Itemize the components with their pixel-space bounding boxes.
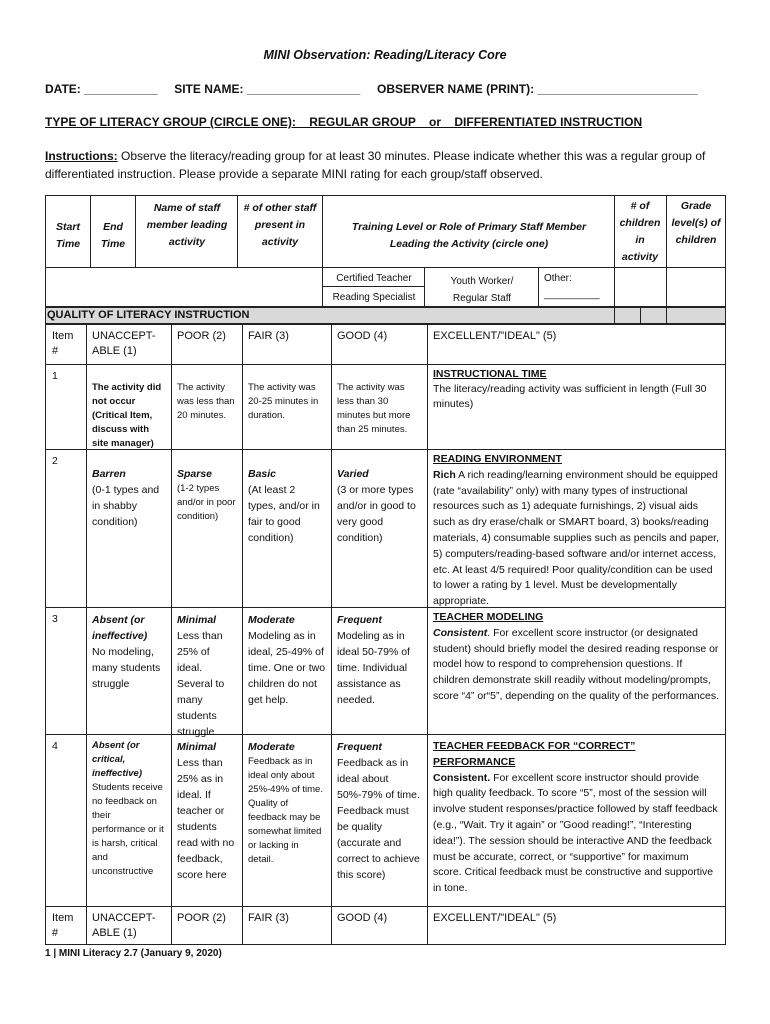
row-2-good-text: (3 or more types and/or in good to very good condition)	[337, 484, 416, 544]
instructions	[45, 147, 725, 183]
row-3-good-text: Modeling as in ideal 50-79% of time. Individual assistance as needed.	[337, 630, 410, 706]
excellent-col-header: EXCELLENT/"IDEAL" (5)	[433, 330, 557, 342]
row-2-fair-head: Basic	[248, 468, 277, 480]
row-3-good-head: Frequent	[337, 614, 382, 626]
row-1-unacceptable: The activity did not occur (Critical Item, discuss with site manager)	[92, 382, 162, 449]
row-2-excellent	[429, 449, 723, 613]
row-2-fair	[244, 464, 330, 549]
other-option: Other:	[544, 273, 572, 284]
row-4-poor-text: Less than 25% as in ideal. If teacher or students read with no feedback, score here	[177, 757, 235, 881]
row-1-excellent	[429, 364, 723, 415]
row-3-fair	[244, 609, 330, 711]
row-2-good-head: Varied	[337, 468, 369, 480]
item-col-header: Item #	[52, 330, 74, 357]
certified-teacher-option: Certified Teacher	[336, 273, 412, 284]
row-2-good	[333, 464, 425, 549]
row-4-unacceptable-head: Absent (or critical, ineffective)	[92, 740, 142, 779]
row-1-criterion-title: INSTRUCTIONAL TIME	[433, 368, 547, 380]
row-4-poor-head: Minimal	[177, 741, 217, 753]
row-3-excellent	[429, 607, 723, 708]
row-4-unacceptable-text: Students receive no feedback on their performance or it is harsh, critical and unconstructive	[92, 782, 164, 877]
row-3-poor-text: Less than 25% of ideal. Several to many students struggle	[177, 630, 225, 738]
row-3-criterion-text: . For excellent score instructor (or designated student) should briefly model the desired reading response or model how to respond to comprehension questions. If children demonstrate skill readily without modeling/prompts, score “4” or“5”, depending on the quality of the performances.	[433, 626, 719, 702]
row-4-fair	[244, 736, 330, 870]
row-4-good-head: Frequent	[337, 741, 382, 753]
row-4-fair-head: Moderate	[248, 741, 295, 753]
other-staff-header: # of other staff present in activity	[243, 202, 317, 248]
page-title: MINI Observation: Reading/Literacy Core	[263, 48, 507, 62]
row-2-unacceptable	[88, 464, 170, 533]
staff-name-header: Name of staff member leading activity	[146, 202, 228, 248]
unacceptable-col-header: UNACCEPT-ABLE (1)	[92, 330, 156, 357]
row-4-unacceptable	[88, 736, 170, 882]
row-4-criterion-lead: Consistent.	[433, 771, 491, 784]
row-4-excellent	[429, 736, 723, 900]
fair-col-header: FAIR (3)	[248, 330, 289, 342]
row-2-criterion-title: READING ENVIRONMENT	[433, 453, 562, 465]
row-1-poor: The activity was less than 20 minutes.	[177, 382, 235, 421]
row-4-criterion-text: For excellent score instructor should provide high quality feedback. To score “5”, most of the session will involve student responses/practice followed by staff feedback (e.g., “Wait. Try it again” or ”Good reading!”, “Interesting idea!”). The session should be interactive AND the feedback must be accurate, correct, or “supportive” for maximum score. Critical feedback must be constructive and supportive in tone.	[433, 771, 718, 895]
instructions-label: Instructions:	[45, 149, 118, 163]
row-4-fair-text: Feedback as in ideal only about 25%-49% of time. Quality of feedback may be somewhat limited or lacking in detail.	[248, 756, 323, 865]
children-count-header: # of children in activity	[619, 200, 661, 263]
row-1-criterion-text: The literacy/reading activity was sufficient in length (Full 30 minutes)	[433, 383, 707, 410]
page-footer: 1 | MINI Literacy 2.7 (January 9, 2020)	[45, 948, 222, 959]
end-time-header: End Time	[100, 221, 126, 250]
row-2-number: 2	[52, 455, 58, 467]
item-col-footer: Item #	[52, 912, 74, 939]
row-3-criterion-title: TEACHER MODELING	[433, 611, 544, 623]
poor-col-footer: POOR (2)	[177, 912, 226, 924]
fair-col-footer: FAIR (3)	[248, 912, 289, 924]
row-4-poor	[173, 736, 241, 886]
training-level-header: Training Level or Role of Primary Staff Member Leading the Activity (circle one)	[351, 221, 587, 250]
row-1-good: The activity was less than 30 minutes but more than 25 minutes.	[337, 382, 411, 435]
row-2-poor-text: (1-2 types and/or in poor condition)	[177, 483, 236, 522]
row-2-poor-head: Sparse	[177, 468, 213, 480]
row-3-fair-text: Modeling as in ideal, 25-49% of time. One or two children do not get help.	[248, 630, 326, 706]
youth-worker-option: Youth Worker/ Regular Staff	[450, 276, 514, 304]
row-2-unacceptable-head: Barren	[92, 468, 126, 480]
good-col-header: GOOD (4)	[337, 330, 388, 342]
reading-specialist-option: Reading Specialist	[332, 292, 416, 303]
unacceptable-col-footer: UNACCEPT-ABLE (1)	[92, 912, 156, 939]
other-blank: __________	[544, 289, 600, 300]
row-2-fair-text: (At least 2 types, and/or in fair to good condition)	[248, 484, 320, 544]
poor-col-header: POOR (2)	[177, 330, 226, 342]
start-time-header: Start Time	[55, 221, 81, 250]
row-4-criterion-title: TEACHER FEEDBACK FOR “CORRECT” PERFORMANCE	[433, 740, 636, 768]
row-3-unacceptable-text: No modeling, many students struggle	[92, 646, 161, 690]
grade-levels-header: Grade level(s) of children	[671, 200, 721, 246]
row-3-good	[333, 609, 425, 711]
row-3-unacceptable	[88, 609, 170, 695]
row-3-poor-head: Minimal	[177, 614, 217, 626]
row-1-number: 1	[52, 370, 58, 382]
row-3-fair-head: Moderate	[248, 614, 295, 626]
header-fields-line: DATE: ___________ SITE NAME: _________________ OBSERVER NAME (PRINT): ________________________	[45, 82, 698, 96]
row-4-good-text: Feedback as in ideal about 50%-79% of time. Feedback must be quality (accurate and correct to achieve this score)	[337, 757, 420, 881]
row-3-criterion-lead: Consistent	[433, 626, 488, 639]
row-2-criterion-text: A rich reading/learning environment should be equipped (rate “availability” only) with many types of instructional resources such as 1) adequate furnishings, 2) visual aids such as dry erase/chalk or SMART board, 3) books/reading materials, 4) consumable supplies such as pencils and paper, 5) computers/reading-based software and/or internet access, etc. At least 4/5 required! Poor quality/condition can be used to lower a rating by 1 level. Must be developmentally appropriate.	[433, 468, 719, 608]
row-4-good	[333, 736, 425, 886]
row-3-poor	[173, 609, 241, 743]
literacy-group-type-line: TYPE OF LITERACY GROUP (CIRCLE ONE): REGULAR GROUP or DIFFERENTIATED INSTRUCTION	[45, 115, 643, 129]
row-2-criterion-lead: Rich	[433, 468, 456, 481]
instructions-text: Observe the literacy/reading group for at least 30 minutes. Please indicate whether this was a regular group of differentiated instruction. Please provide a separate MINI rating for each group/staff observed.	[45, 149, 706, 181]
good-col-footer: GOOD (4)	[337, 912, 388, 924]
row-3-number: 3	[52, 613, 58, 625]
row-4-number: 4	[52, 740, 58, 752]
row-2-unacceptable-text: (0-1 types and in shabby condition)	[92, 484, 160, 528]
row-3-unacceptable-head: Absent (or ineffective)	[92, 614, 148, 642]
row-1-fair: The activity was 20-25 minutes in duration.	[248, 382, 319, 421]
section-title: QUALITY OF LITERACY INSTRUCTION	[47, 309, 250, 321]
row-2-poor	[173, 464, 241, 527]
excellent-col-footer: EXCELLENT/"IDEAL" (5)	[433, 912, 557, 924]
